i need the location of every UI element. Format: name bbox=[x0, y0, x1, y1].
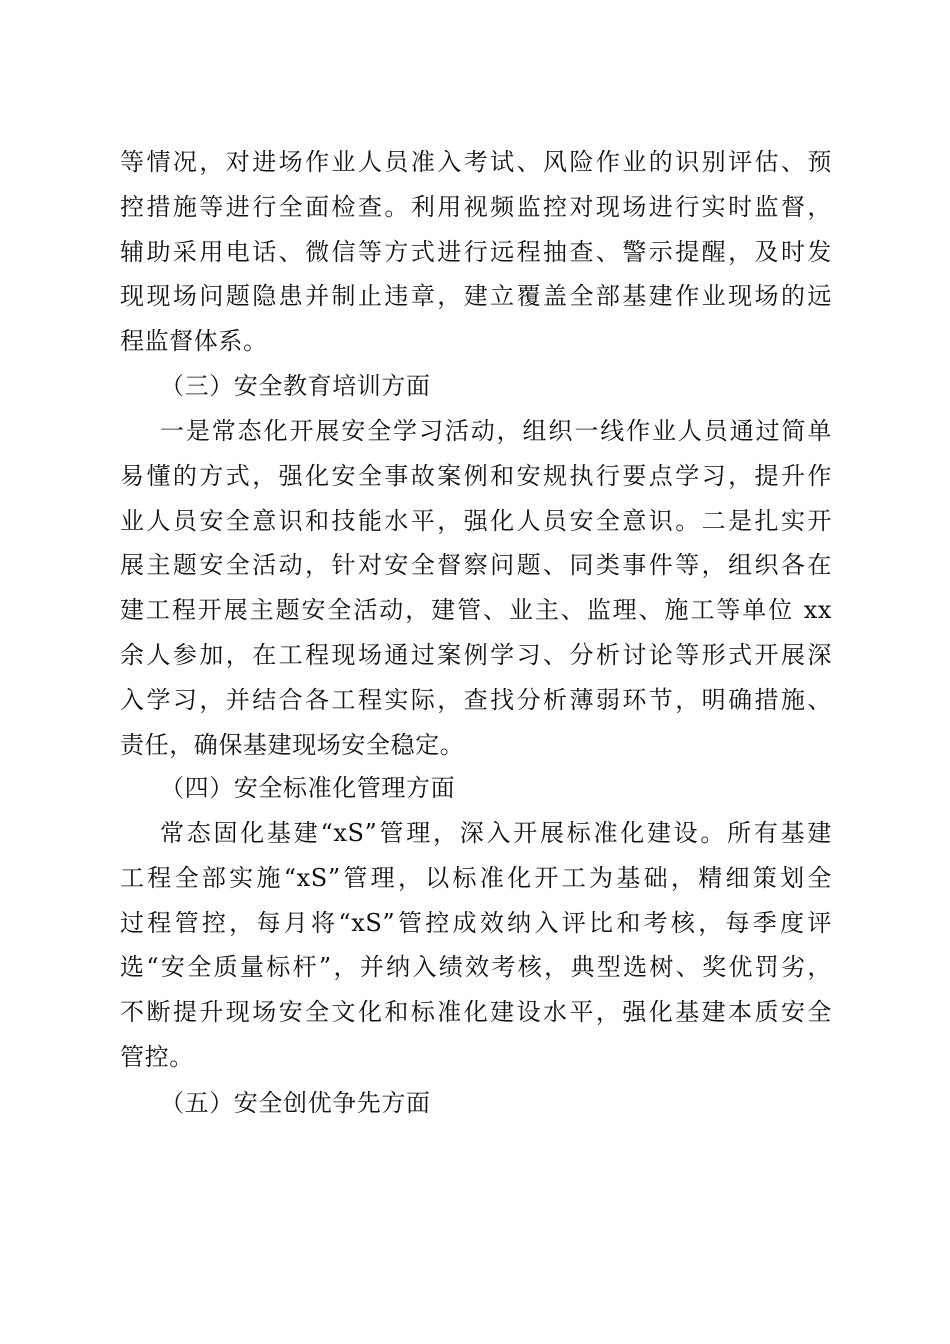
paragraph-standardization bbox=[120, 811, 832, 1080]
text-line: 责任，确保基建现场安全稳定。 bbox=[120, 730, 465, 759]
text-line: 常态固化基建“xS”管理，深入开展标准化建设。所有基建 bbox=[160, 819, 832, 847]
text-line: 管控。 bbox=[120, 1042, 194, 1071]
section-heading-safety-education: （三）安全教育培训方面 bbox=[160, 372, 431, 400]
text-line: 程监督体系。 bbox=[120, 327, 268, 356]
paragraph-safety-education bbox=[120, 409, 832, 767]
paragraph-site-supervision bbox=[120, 140, 832, 364]
text-line: 易懂的方式，强化安全事故案例和安规执行要点学习，提升作 bbox=[120, 461, 832, 490]
section-heading-standardization: （四）安全标准化管理方面 bbox=[160, 774, 456, 802]
text-line: 入学习，并结合各工程实际，查找分析薄弱环节，明确措施、 bbox=[120, 685, 832, 714]
section-heading-excellence: （五）安全创优争先方面 bbox=[160, 1089, 431, 1117]
text-line: 不断提升现场安全文化和标准化建设水平，强化基建本质安全 bbox=[120, 998, 832, 1027]
text-line: 控措施等进行全面检查。利用视频监控对现场进行实时监督， bbox=[120, 192, 832, 221]
text-line: 辅助采用电话、微信等方式进行远程抽查、警示提醒，及时发 bbox=[120, 237, 832, 266]
text-line: 工程全部实施“xS”管理，以标准化开工为基础，精细策划全 bbox=[120, 863, 832, 892]
text-line: 选“安全质量标杆”，并纳入绩效考核，典型选树、奖优罚劣， bbox=[120, 953, 832, 982]
text-line: 业人员安全意识和技能水平，强化人员安全意识。二是扎实开 bbox=[120, 506, 832, 535]
text-line: 余人参加，在工程现场通过案例学习、分析讨论等形式开展深 bbox=[120, 640, 832, 669]
text-line: 等情况，对进场作业人员准入考试、风险作业的识别评估、预 bbox=[120, 148, 832, 176]
text-line: 一是常态化开展安全学习活动，组织一线作业人员通过简单 bbox=[160, 417, 832, 445]
text-line: 展主题安全活动，针对安全督察问题、同类事件等，组织各在 bbox=[120, 551, 832, 580]
text-line: 过程管控，每月将“xS”管控成效纳入评比和考核，每季度评 bbox=[120, 908, 832, 937]
text-line: 现现场问题隐患并制止违章，建立覆盖全部基建作业现场的远 bbox=[120, 282, 832, 311]
text-line: 建工程开展主题安全活动，建管、业主、监理、施工等单位 xx bbox=[120, 596, 832, 625]
